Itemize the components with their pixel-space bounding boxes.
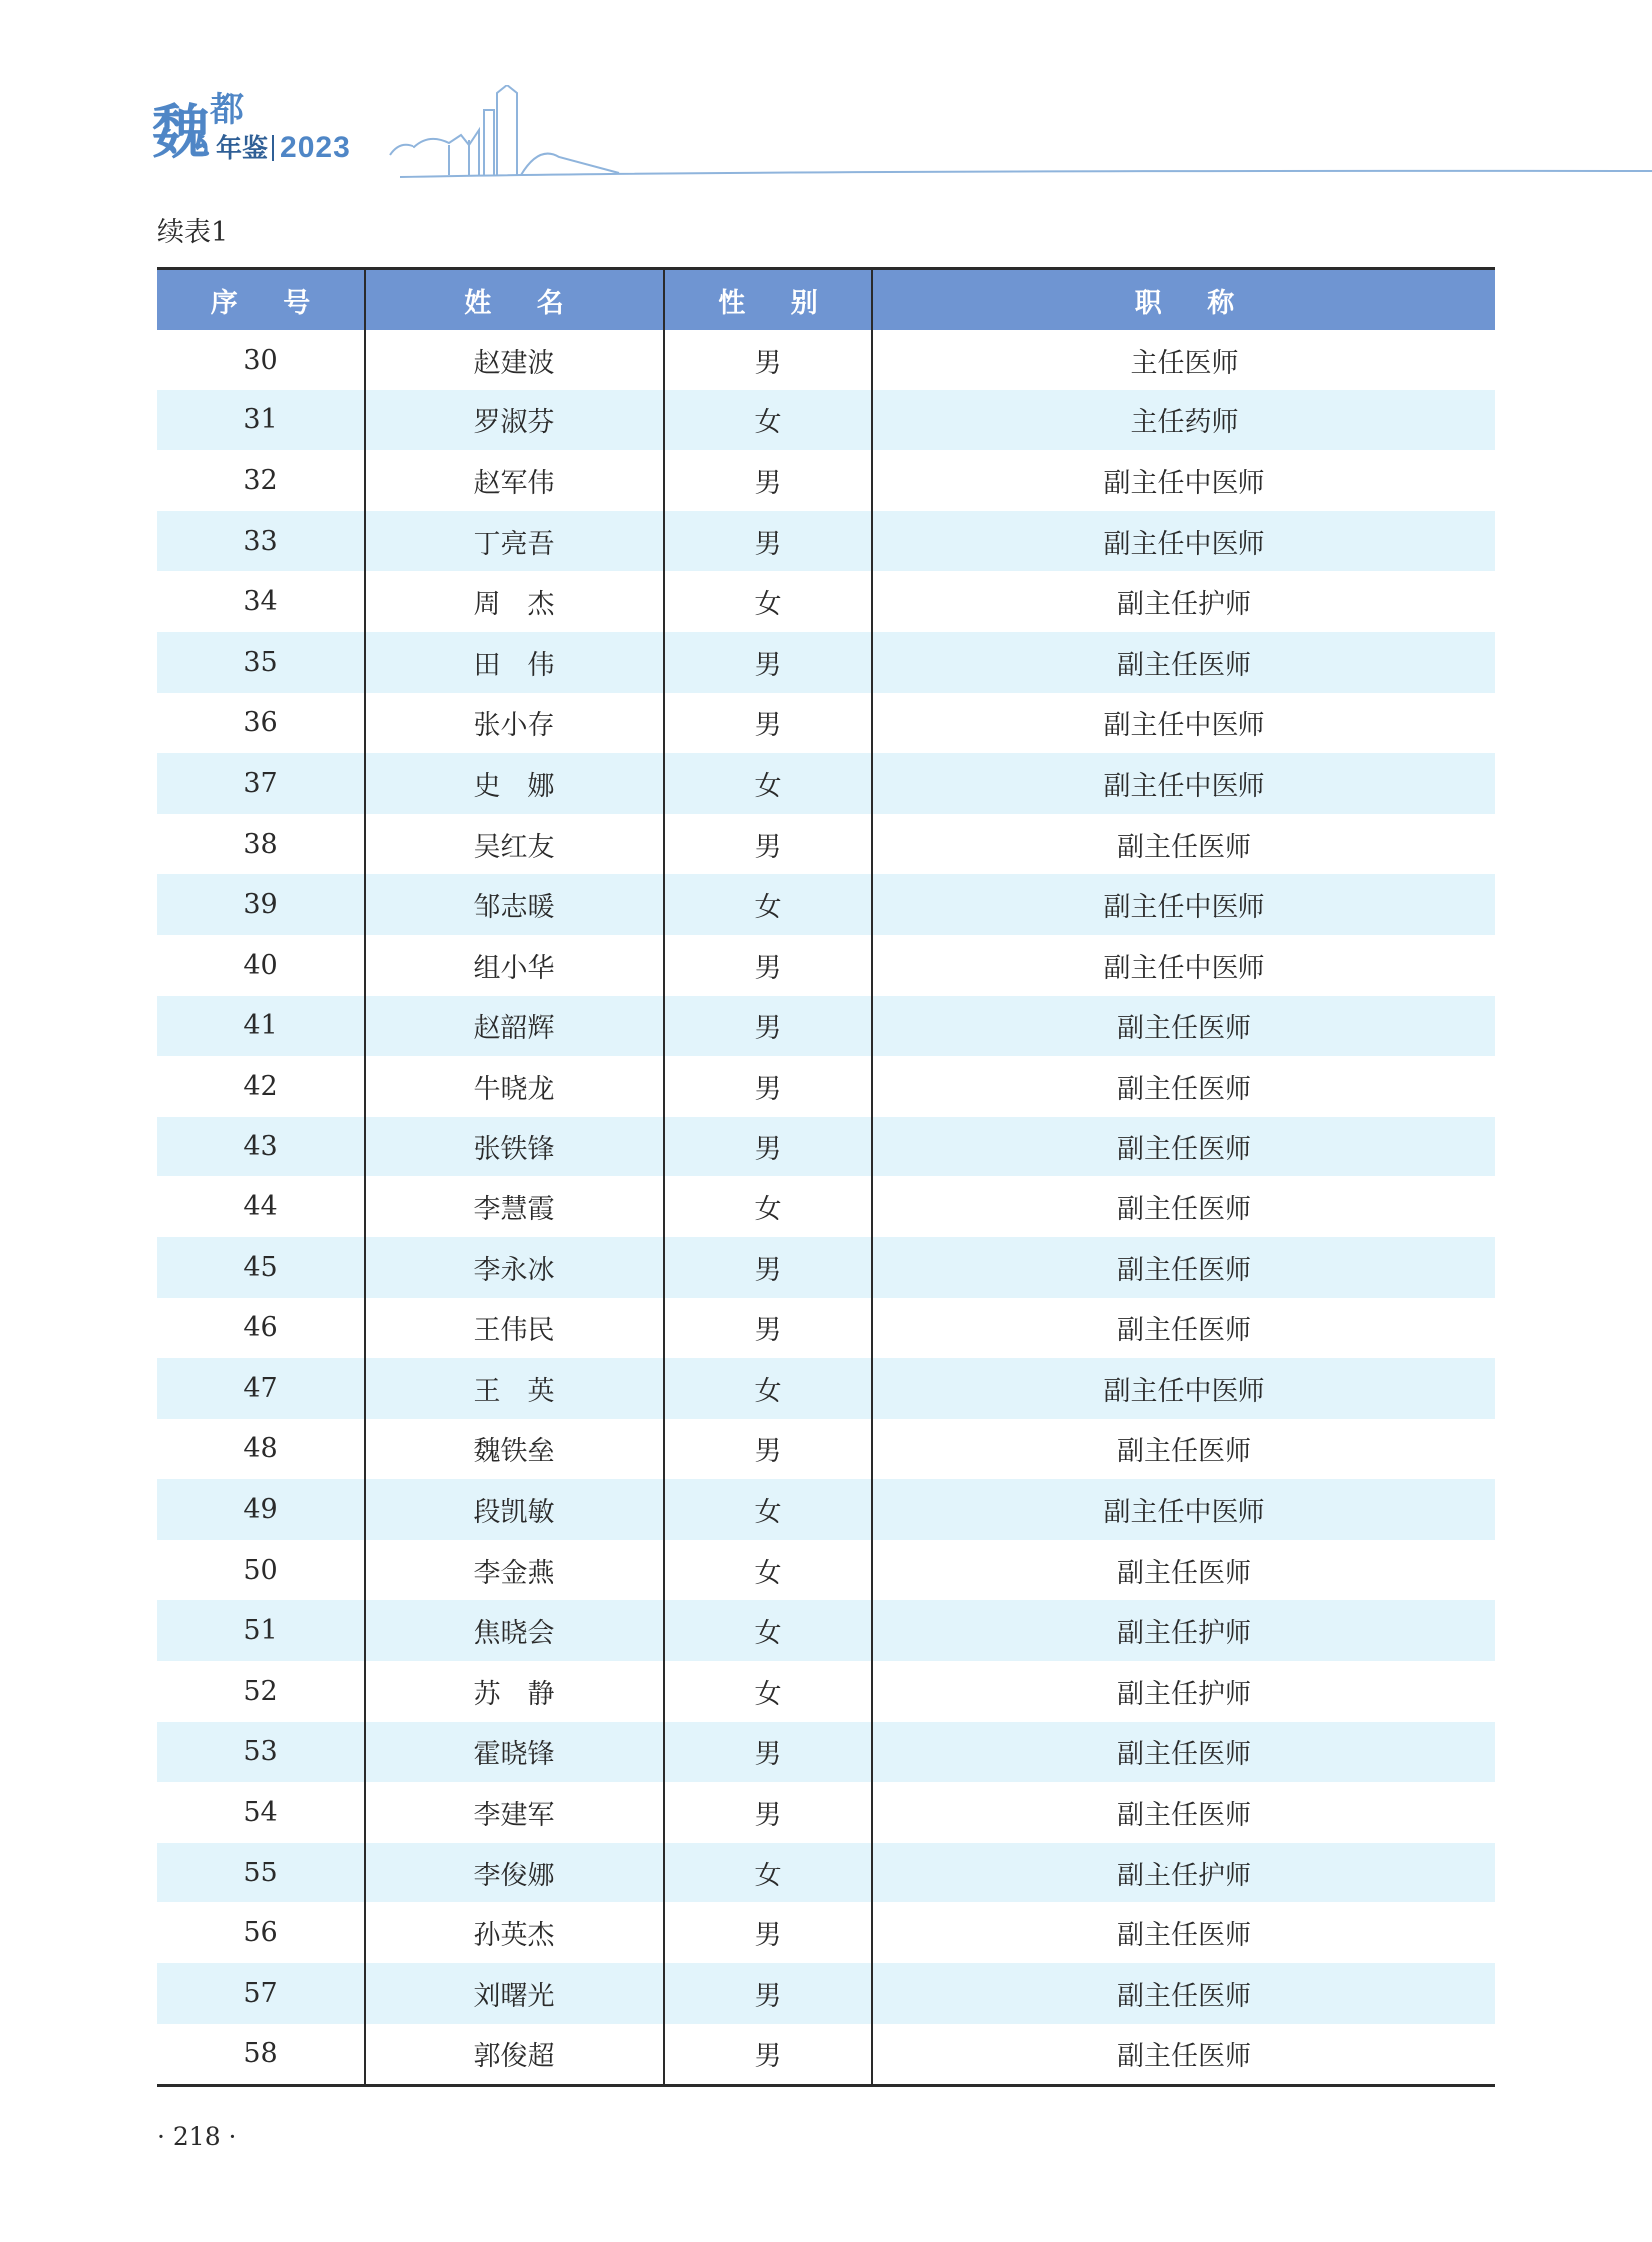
cell-gender: 男 [664, 996, 872, 1057]
table-row [157, 935, 1495, 996]
cell-title: 副主任护师 [872, 1661, 1495, 1722]
cell-gender: 男 [664, 1117, 872, 1177]
table-row [157, 2024, 1495, 2086]
cell-gender: 男 [664, 1056, 872, 1117]
cell-title: 副主任护师 [872, 1843, 1495, 1903]
table-caption: 续表1 [157, 217, 229, 248]
table-row [157, 1782, 1495, 1843]
cell-gender: 男 [664, 1722, 872, 1783]
table-row [157, 814, 1495, 875]
cell-name: 吴红友 [365, 814, 664, 875]
cell-number: 35 [243, 646, 278, 678]
cell-name: 邹志暖 [365, 874, 664, 935]
cell-title: 副主任中医师 [872, 450, 1495, 511]
table-row [157, 1056, 1495, 1117]
cell-title: 副主任中医师 [872, 935, 1495, 996]
cell-name: 魏铁垒 [365, 1419, 664, 1480]
cell-name: 牛晓龙 [365, 1056, 664, 1117]
header-name: 姓 名 [365, 269, 664, 331]
cell-name: 张小存 [365, 693, 664, 754]
cell-name: 王伟民 [365, 1298, 664, 1359]
cell-gender: 女 [664, 1479, 872, 1540]
table-row [157, 1661, 1495, 1722]
skyline-line-art [150, 85, 1652, 180]
cell-name: 组小华 [365, 935, 664, 996]
header-gender: 性 别 [664, 269, 872, 331]
cell-gender: 男 [664, 2024, 872, 2086]
table-row [157, 996, 1495, 1057]
cell-title: 副主任护师 [872, 571, 1495, 632]
cell-title: 副主任医师 [872, 814, 1495, 875]
cell-name: 苏 静 [365, 1661, 664, 1722]
table-row [157, 1298, 1495, 1359]
cell-name: 李俊娜 [365, 1843, 664, 1903]
cell-name: 焦晓会 [365, 1600, 664, 1661]
cell-number: 56 [243, 1917, 278, 1949]
table-row [157, 511, 1495, 572]
logo-main-glyph: 魏 [152, 98, 211, 166]
table-row [157, 1722, 1495, 1783]
cell-number: 55 [243, 1857, 278, 1888]
cell-title: 副主任医师 [872, 1540, 1495, 1601]
table-row [157, 330, 1495, 390]
cell-number: 42 [243, 1070, 278, 1102]
cell-gender: 男 [664, 814, 872, 875]
cell-number: 41 [243, 1010, 278, 1042]
cell-gender: 男 [664, 693, 872, 754]
cell-gender: 男 [664, 1782, 872, 1843]
cell-title: 副主任中医师 [872, 511, 1495, 572]
header-number: 序 号 [157, 269, 365, 331]
cell-name: 罗淑芬 [365, 390, 664, 451]
cell-name: 段凯敏 [365, 1479, 664, 1540]
cell-title: 副主任医师 [872, 1902, 1495, 1963]
cell-gender: 男 [664, 1963, 872, 2024]
cell-name: 赵韶辉 [365, 996, 664, 1057]
table-row [157, 1176, 1495, 1237]
logo-year: 2023 [280, 131, 351, 164]
cell-number: 48 [243, 1433, 278, 1465]
cell-number: 52 [243, 1675, 278, 1707]
logo-divider [272, 135, 274, 161]
cell-gender: 女 [664, 753, 872, 814]
page-number: · 218 · [157, 2122, 237, 2151]
table-row [157, 1843, 1495, 1903]
cell-gender: 男 [664, 330, 872, 390]
cell-number: 50 [243, 1554, 278, 1586]
cell-title: 副主任医师 [872, 996, 1495, 1057]
cell-gender: 女 [664, 390, 872, 451]
cell-number: 36 [243, 707, 278, 739]
table-row [157, 1419, 1495, 1480]
cell-title: 副主任医师 [872, 1419, 1495, 1480]
cell-gender: 男 [664, 1298, 872, 1359]
cell-gender: 女 [664, 1540, 872, 1601]
table-row [157, 1540, 1495, 1601]
cell-gender: 男 [664, 935, 872, 996]
cell-gender: 女 [664, 1176, 872, 1237]
table-row [157, 1963, 1495, 2024]
table-row [157, 693, 1495, 754]
cell-name: 李永冰 [365, 1237, 664, 1298]
table-row [157, 1237, 1495, 1298]
cell-name: 史 娜 [365, 753, 664, 814]
cell-number: 43 [243, 1130, 278, 1162]
cell-number: 51 [243, 1615, 278, 1647]
cell-name: 张铁锋 [365, 1117, 664, 1177]
cell-name: 李建军 [365, 1782, 664, 1843]
cell-name: 郭俊超 [365, 2024, 664, 2086]
cell-title: 副主任中医师 [872, 874, 1495, 935]
cell-gender: 男 [664, 632, 872, 693]
cell-title: 副主任医师 [872, 1298, 1495, 1359]
cell-number: 44 [243, 1191, 278, 1223]
cell-gender: 女 [664, 874, 872, 935]
table-row [157, 1358, 1495, 1419]
table-row [157, 753, 1495, 814]
header-title: 职 称 [872, 269, 1495, 331]
cell-number: 49 [243, 1494, 278, 1526]
table-row [157, 632, 1495, 693]
cell-title: 副主任中医师 [872, 753, 1495, 814]
cell-name: 孙英杰 [365, 1902, 664, 1963]
cell-number: 37 [243, 767, 278, 799]
cell-number: 40 [243, 949, 278, 981]
cell-name: 王 英 [365, 1358, 664, 1419]
page-header [150, 85, 1652, 180]
cell-title: 副主任医师 [872, 2024, 1495, 2086]
cell-gender: 男 [664, 511, 872, 572]
cell-number: 34 [243, 586, 278, 618]
cell-name: 赵建波 [365, 330, 664, 390]
cell-name: 赵军伟 [365, 450, 664, 511]
table-header-row [157, 269, 1495, 331]
cell-title: 副主任医师 [872, 632, 1495, 693]
cell-gender: 女 [664, 1600, 872, 1661]
cell-number: 53 [243, 1736, 278, 1768]
table-row [157, 1600, 1495, 1661]
table-row [157, 450, 1495, 511]
cell-number: 31 [243, 404, 278, 436]
table-row [157, 571, 1495, 632]
cell-number: 54 [243, 1797, 278, 1829]
cell-title: 副主任护师 [872, 1600, 1495, 1661]
cell-title: 副主任中医师 [872, 693, 1495, 754]
cell-name: 李慧霞 [365, 1176, 664, 1237]
cell-title: 副主任医师 [872, 1117, 1495, 1177]
cell-name: 丁亮吾 [365, 511, 664, 572]
cell-number: 47 [243, 1372, 278, 1404]
cell-number: 30 [243, 344, 278, 375]
cell-gender: 男 [664, 1902, 872, 1963]
logo-sub-glyph: 都 [210, 90, 244, 130]
table-row [157, 874, 1495, 935]
cell-number: 58 [157, 2024, 365, 2086]
cell-number: 57 [243, 1977, 278, 2009]
logo-label: 年鉴 [216, 134, 269, 164]
cell-gender: 女 [664, 1358, 872, 1419]
cell-title: 副主任医师 [872, 1056, 1495, 1117]
cell-title: 副主任医师 [872, 1176, 1495, 1237]
cell-name: 霍晓锋 [365, 1722, 664, 1783]
cell-number: 33 [243, 525, 278, 557]
cell-name: 李金燕 [365, 1540, 664, 1601]
table-row [157, 390, 1495, 451]
logo-yearbook [216, 133, 351, 163]
cell-number: 32 [243, 464, 278, 496]
staff-title-table [157, 267, 1495, 2087]
cell-gender: 女 [664, 1661, 872, 1722]
cell-number: 39 [243, 889, 278, 921]
table-row [157, 1117, 1495, 1177]
cell-title: 副主任医师 [872, 1237, 1495, 1298]
cell-gender: 女 [664, 571, 872, 632]
cell-name: 周 杰 [365, 571, 664, 632]
cell-gender: 男 [664, 1419, 872, 1480]
cell-title: 副主任中医师 [872, 1358, 1495, 1419]
table-body [157, 330, 1495, 2086]
cell-name: 刘曙光 [365, 1963, 664, 2024]
cell-title: 副主任中医师 [872, 1479, 1495, 1540]
cell-gender: 男 [664, 1237, 872, 1298]
table-row [157, 1902, 1495, 1963]
cell-title: 主任医师 [872, 330, 1495, 390]
cell-title: 副主任医师 [872, 1722, 1495, 1783]
cell-title: 主任药师 [872, 390, 1495, 451]
cell-gender: 男 [664, 450, 872, 511]
cell-number: 46 [243, 1312, 278, 1344]
cell-number: 45 [243, 1251, 278, 1283]
cell-gender: 女 [664, 1843, 872, 1903]
table-row [157, 1479, 1495, 1540]
cell-name: 田 伟 [365, 632, 664, 693]
cell-title: 副主任医师 [872, 1963, 1495, 2024]
cell-title: 副主任医师 [872, 1782, 1495, 1843]
cell-number: 38 [243, 828, 278, 860]
